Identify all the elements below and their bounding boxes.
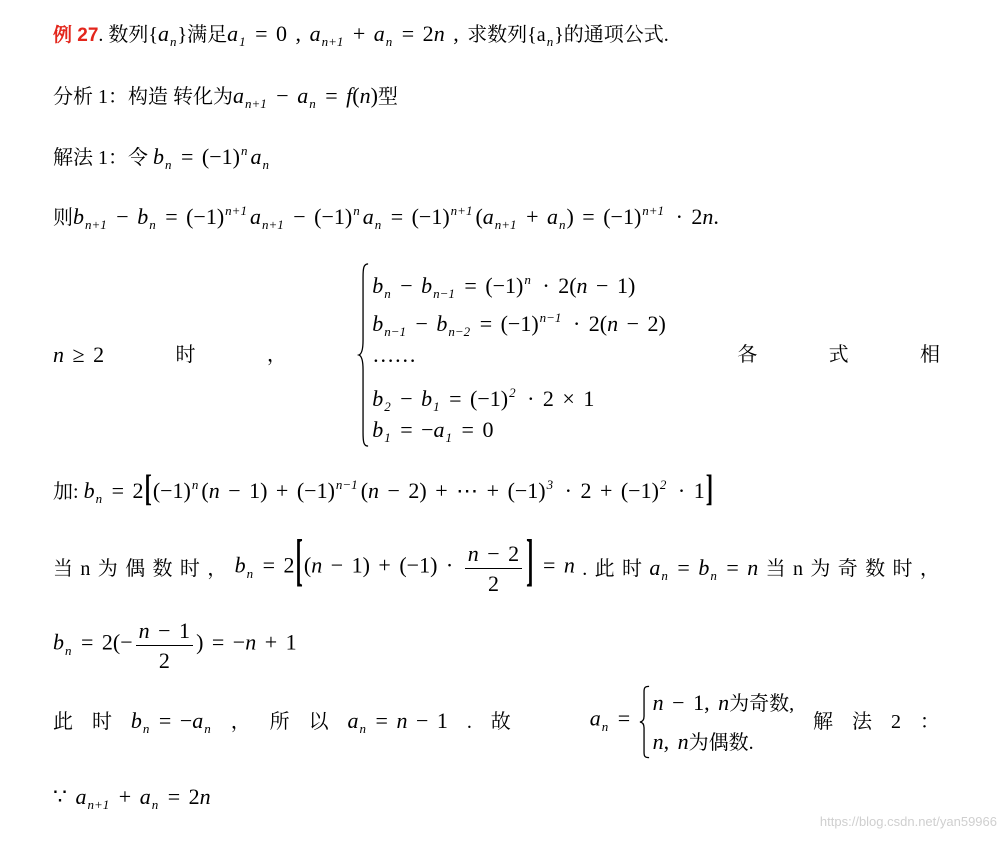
math-text: ( — [352, 82, 360, 108]
math-variable: n — [652, 690, 664, 715]
math-text: = 2 — [254, 552, 295, 578]
subscript: n−1 — [433, 286, 455, 302]
subscript: n — [374, 217, 382, 233]
math-variable: n — [138, 618, 150, 644]
line-segment — [358, 261, 666, 449]
math-text: = (−1) — [172, 144, 240, 170]
math-variable: a — [75, 783, 87, 809]
line-segment — [348, 708, 448, 737]
math-variable: b — [372, 273, 384, 299]
math-text: = (−1) — [382, 204, 450, 230]
text-run: }的通项公式. — [554, 23, 669, 46]
math-text: − 2 — [478, 541, 520, 567]
math-variable: n — [368, 478, 380, 504]
math-text: ∵ — [53, 783, 76, 809]
math-variable: b — [372, 310, 384, 336]
math-text: = 0 — [453, 417, 494, 443]
subscript: n — [385, 33, 393, 49]
math-variable: n — [652, 729, 664, 754]
math-variable: b — [83, 478, 95, 504]
math-variable: n — [199, 783, 211, 809]
math-text: + — [517, 204, 547, 230]
line-5 — [53, 259, 940, 451]
math-text: = 2 — [393, 20, 434, 46]
text-run: }满足 — [177, 23, 228, 46]
math-text: · 2( — [564, 310, 608, 336]
subscript: n — [601, 718, 609, 734]
subscript: 2 — [384, 398, 391, 414]
text-run: ， — [266, 344, 287, 366]
line-segment — [125, 557, 145, 581]
math-variable: n — [433, 20, 445, 46]
math-variable: b — [372, 385, 384, 411]
left-brace — [358, 263, 369, 447]
superscript: 3 — [546, 477, 554, 493]
math-text: − 1) + (−1) · — [322, 552, 462, 578]
subscript: n — [710, 567, 717, 583]
line-segment — [649, 555, 758, 584]
math-text: − (−1) — [284, 204, 353, 230]
math-text: · 2( — [533, 273, 577, 299]
subscript: n+1 — [494, 217, 517, 233]
math-text: = — [717, 554, 748, 580]
math-variable: n — [53, 341, 64, 367]
math-text: − — [391, 273, 422, 299]
line-7 — [53, 526, 940, 600]
watermark: https://blog.csdn.net/yan59966 — [819, 814, 997, 829]
text-run: 以 — [308, 711, 329, 733]
line-segment — [737, 343, 757, 367]
math-text: = — [316, 82, 347, 108]
math-variable: a — [158, 20, 170, 46]
example-label: 例 27 — [53, 24, 99, 46]
text-run: ， — [207, 558, 228, 580]
line-segment — [793, 557, 803, 581]
math-text: − 2) + ⋯ + (−1) — [379, 478, 546, 504]
math-text: ) = − — [196, 629, 246, 655]
math-text: = (−1) — [156, 204, 225, 230]
text-run: 此 — [53, 711, 73, 733]
math-text: − 1) — [587, 273, 636, 299]
line-6 — [53, 466, 714, 512]
fraction-denominator — [136, 645, 193, 674]
line-segment — [309, 710, 329, 734]
superscript: n+1 — [642, 203, 665, 219]
subscript: n−2 — [448, 323, 471, 339]
line-segment — [829, 343, 849, 367]
math-variable: a — [373, 20, 385, 46]
math-variable: a — [139, 783, 151, 809]
math-variable: a — [649, 554, 661, 580]
text-run: 相 — [919, 344, 940, 366]
math-text: − 1 — [149, 618, 191, 644]
subscript: n — [661, 567, 668, 583]
cases-rows — [650, 683, 794, 761]
subscript: n−1 — [384, 323, 406, 339]
text-run: . 数列{ — [98, 23, 159, 46]
subscript: n — [546, 33, 554, 49]
subscript: 1 — [239, 33, 246, 49]
cases-row — [372, 411, 666, 449]
text-run: 求数列{ — [467, 23, 537, 46]
math-text: ) = (−1) — [566, 204, 642, 230]
line-segment — [865, 557, 885, 581]
text-run: 式 — [828, 344, 849, 366]
superscript: 2 — [659, 477, 667, 493]
superscript: 2 — [509, 384, 516, 400]
fraction-numerator — [136, 618, 193, 644]
text-run: . — [582, 558, 588, 580]
line-segment — [893, 557, 913, 581]
superscript: n — [240, 143, 248, 159]
line-segment — [813, 710, 833, 734]
subscript: 1 — [384, 430, 391, 446]
line-segment — [53, 618, 297, 674]
line-segment — [53, 342, 104, 368]
line-9 — [53, 684, 940, 760]
line-segment — [920, 710, 940, 734]
math-variable: n — [311, 552, 323, 578]
math-variable: b — [436, 310, 448, 336]
subscript: n — [384, 286, 391, 302]
subscript: n — [149, 217, 156, 233]
large-bracket: ] — [705, 466, 714, 510]
subscript: n — [558, 217, 566, 233]
subscript: n+1 — [245, 95, 267, 111]
cases-row — [372, 261, 666, 302]
text-run: ， — [230, 711, 251, 733]
math-text: − — [107, 204, 138, 230]
math-text: = — [609, 705, 639, 731]
subscript: 1 — [445, 430, 453, 446]
superscript: n+1 — [225, 203, 247, 219]
line-segment — [153, 557, 173, 581]
text-run: 分析 1：构造 转化为 — [53, 85, 233, 108]
line-segment — [175, 343, 195, 367]
math-variable: b — [73, 204, 84, 230]
line-segment — [622, 557, 642, 581]
text-run: n — [793, 558, 803, 580]
line-segment — [467, 710, 472, 734]
math-text: = 2(− — [72, 629, 133, 655]
math-variable: a — [309, 20, 321, 46]
text-run: ， — [919, 558, 940, 580]
text-run: 法 — [852, 711, 872, 733]
text-run: . — [466, 711, 472, 733]
math-text: = — [534, 552, 564, 578]
line-segment — [766, 557, 786, 581]
math-variable: b — [137, 204, 149, 230]
math-text: = 2 — [159, 783, 200, 809]
fraction — [465, 541, 522, 597]
cases-row — [372, 374, 666, 412]
line-segment — [131, 708, 212, 737]
math-text: − — [406, 310, 437, 336]
line-segment — [53, 203, 719, 233]
subscript: n — [142, 720, 150, 736]
text-run: 数 — [152, 558, 173, 580]
line-segment — [53, 710, 73, 734]
math-text: · 1 — [669, 478, 705, 504]
cases-block — [639, 683, 794, 761]
math-text: + 1 — [256, 629, 297, 655]
line-segment — [920, 557, 940, 581]
subscript: n+1 — [87, 796, 110, 812]
subscript: n — [309, 95, 316, 111]
math-variable: b — [372, 417, 384, 443]
math-variable: a — [227, 20, 239, 46]
math-text: , — [663, 729, 678, 754]
math-variable: b — [234, 552, 246, 578]
math-variable: n — [747, 554, 759, 580]
text-run: 此 — [594, 558, 615, 580]
text-run: 时 — [622, 558, 643, 580]
line-segment — [53, 143, 270, 173]
math-text: = − — [150, 707, 193, 733]
math-text: ≥ 2 — [64, 341, 105, 367]
math-text: 2 — [487, 570, 499, 596]
math-variable: n — [563, 552, 575, 578]
subscript: n+1 — [321, 33, 344, 49]
line-segment — [595, 557, 615, 581]
text-run: 数 — [865, 558, 886, 580]
math-text: · 2 + (−1) — [556, 478, 659, 504]
math-variable: a — [347, 707, 359, 733]
math-variable: a — [482, 204, 494, 230]
math-text: ( — [201, 478, 209, 504]
left-brace — [639, 686, 650, 758]
math-text: = 2 — [103, 478, 144, 504]
cases-row — [372, 336, 666, 374]
subscript: n — [204, 720, 211, 736]
line-segment — [53, 21, 669, 50]
text-run: 为 — [810, 558, 831, 580]
math-text: + — [344, 20, 374, 46]
cases-row — [653, 683, 794, 722]
large-bracket: [ — [295, 526, 303, 592]
math-text: = − — [391, 417, 434, 443]
math-text: ) — [370, 82, 378, 108]
cases-block — [358, 261, 666, 449]
fraction-denominator — [465, 568, 522, 597]
math-text: 2 — [158, 647, 170, 673]
line-segment — [234, 526, 575, 597]
line-2 — [53, 77, 398, 117]
math-variable: b — [421, 385, 433, 411]
subscript: 1 — [433, 398, 440, 414]
text-run: 解 — [813, 711, 834, 733]
line-10 — [53, 778, 211, 818]
text-run: 当 — [765, 558, 786, 580]
line-segment — [180, 557, 200, 581]
cases-rows — [369, 261, 666, 449]
text-run: n — [80, 558, 91, 580]
text-run: 所 — [269, 711, 290, 733]
math-text: (−1) — [152, 478, 191, 504]
math-text: · 2 × 1 — [518, 385, 595, 411]
math-variable: n — [718, 690, 730, 715]
subscript: n — [95, 491, 103, 507]
line-segment — [207, 557, 227, 581]
math-text: = (−1) — [440, 385, 509, 411]
text-run: 型 — [377, 85, 398, 108]
line-segment — [53, 557, 73, 581]
line-segment — [92, 710, 112, 734]
line-segment — [270, 710, 290, 734]
text-run: 为奇数, — [729, 693, 795, 715]
subscript: n — [165, 157, 172, 173]
line-segment — [231, 710, 251, 734]
math-text: …… — [372, 342, 417, 368]
large-bracket: ] — [526, 526, 534, 592]
math-text: = 0 , — [246, 20, 310, 46]
text-run: 时 — [179, 558, 200, 580]
math-variable: n — [576, 273, 588, 299]
math-variable: f — [346, 82, 353, 108]
text-run: 为 — [97, 558, 118, 580]
subscript: n — [359, 720, 367, 736]
subscript: n+1 — [261, 217, 284, 233]
line-segment — [920, 343, 940, 367]
math-text: − 1, — [663, 690, 719, 715]
line-4 — [53, 198, 719, 238]
superscript: n−1 — [539, 309, 562, 325]
math-variable: a — [250, 144, 262, 170]
superscript: n — [353, 203, 360, 219]
text-run: ： — [919, 711, 940, 733]
subscript: n — [246, 565, 254, 581]
text-run: 时 — [91, 711, 112, 733]
line-segment — [53, 784, 211, 813]
math-text: ( — [360, 478, 369, 504]
math-text: − 1 — [407, 707, 448, 733]
text-run: 时 — [175, 344, 196, 366]
line-1 — [53, 15, 669, 55]
math-text: , — [444, 20, 468, 46]
math-variable: a — [433, 417, 445, 443]
text-run: 则 — [53, 207, 73, 230]
line-segment — [267, 343, 287, 367]
subscript: n — [262, 157, 269, 173]
line-segment — [491, 710, 511, 734]
line-segment — [891, 710, 901, 734]
math-variable: n — [677, 729, 689, 754]
math-variable: n — [607, 310, 619, 336]
line-segment — [852, 710, 872, 734]
text-run: a — [536, 23, 546, 46]
cases-row — [653, 722, 794, 761]
math-variable: n — [359, 82, 371, 108]
line-segment — [590, 683, 794, 761]
superscript: n−1 — [335, 477, 358, 493]
line-segment — [98, 557, 118, 581]
math-text: . — [713, 204, 719, 230]
line-3 — [53, 138, 270, 178]
math-variable: b — [53, 629, 64, 655]
line-segment — [582, 557, 587, 581]
math-text: − 2) — [618, 310, 666, 336]
math-text: = (−1) — [455, 273, 524, 299]
math-text: · 2 — [667, 204, 703, 230]
math-variable: a — [546, 204, 558, 230]
line-segment — [53, 466, 714, 510]
math-variable: a — [589, 705, 601, 731]
math-variable: a — [297, 82, 309, 108]
text-run: 偶 — [125, 558, 146, 580]
line-segment — [810, 557, 830, 581]
math-variable: a — [192, 707, 204, 733]
fraction — [136, 618, 193, 674]
subscript: n — [170, 33, 177, 49]
math-text: ( — [303, 552, 312, 578]
cases-row — [372, 299, 666, 337]
text-run: 解法 1：令 — [53, 147, 153, 170]
math-variable: b — [698, 554, 710, 580]
math-text: ( — [475, 204, 483, 230]
fraction-numerator — [465, 541, 522, 567]
text-run: 故 — [490, 711, 511, 733]
math-variable: b — [421, 273, 433, 299]
line-8 — [53, 616, 297, 676]
math-text: − 1) + (−1) — [219, 478, 335, 504]
math-variable: a — [362, 204, 374, 230]
math-text: = — [668, 554, 699, 580]
subscript: n — [65, 642, 72, 658]
text-run: 2 — [890, 711, 901, 733]
math-variable: n — [245, 629, 257, 655]
math-text: = — [367, 707, 397, 733]
line-segment — [53, 83, 398, 112]
line-segment — [80, 557, 90, 581]
superscript: n — [524, 272, 531, 288]
text-run: 时 — [892, 558, 913, 580]
math-variable: b — [130, 707, 142, 733]
text-run: 各 — [737, 344, 758, 366]
math-text: + — [110, 783, 140, 809]
text-run: 奇 — [837, 558, 858, 580]
text-run: 加: — [53, 481, 84, 504]
text-run: 当 — [53, 558, 73, 580]
math-variable: n — [467, 541, 479, 567]
math-text: = (−1) — [471, 310, 539, 336]
math-variable: a — [249, 204, 261, 230]
math-variable: n — [208, 478, 220, 504]
text-run: 为偶数. — [688, 732, 754, 754]
line-segment — [838, 557, 858, 581]
math-variable: b — [153, 144, 164, 170]
math-variable: n — [702, 204, 714, 230]
subscript: n+1 — [85, 217, 107, 233]
math-variable: a — [233, 82, 244, 108]
math-text: − — [267, 82, 298, 108]
subscript: n — [151, 796, 159, 812]
math-variable: n — [396, 707, 408, 733]
superscript: n — [191, 477, 199, 493]
math-text: − — [391, 385, 422, 411]
superscript: n+1 — [450, 203, 473, 219]
large-bracket: [ — [144, 466, 152, 510]
